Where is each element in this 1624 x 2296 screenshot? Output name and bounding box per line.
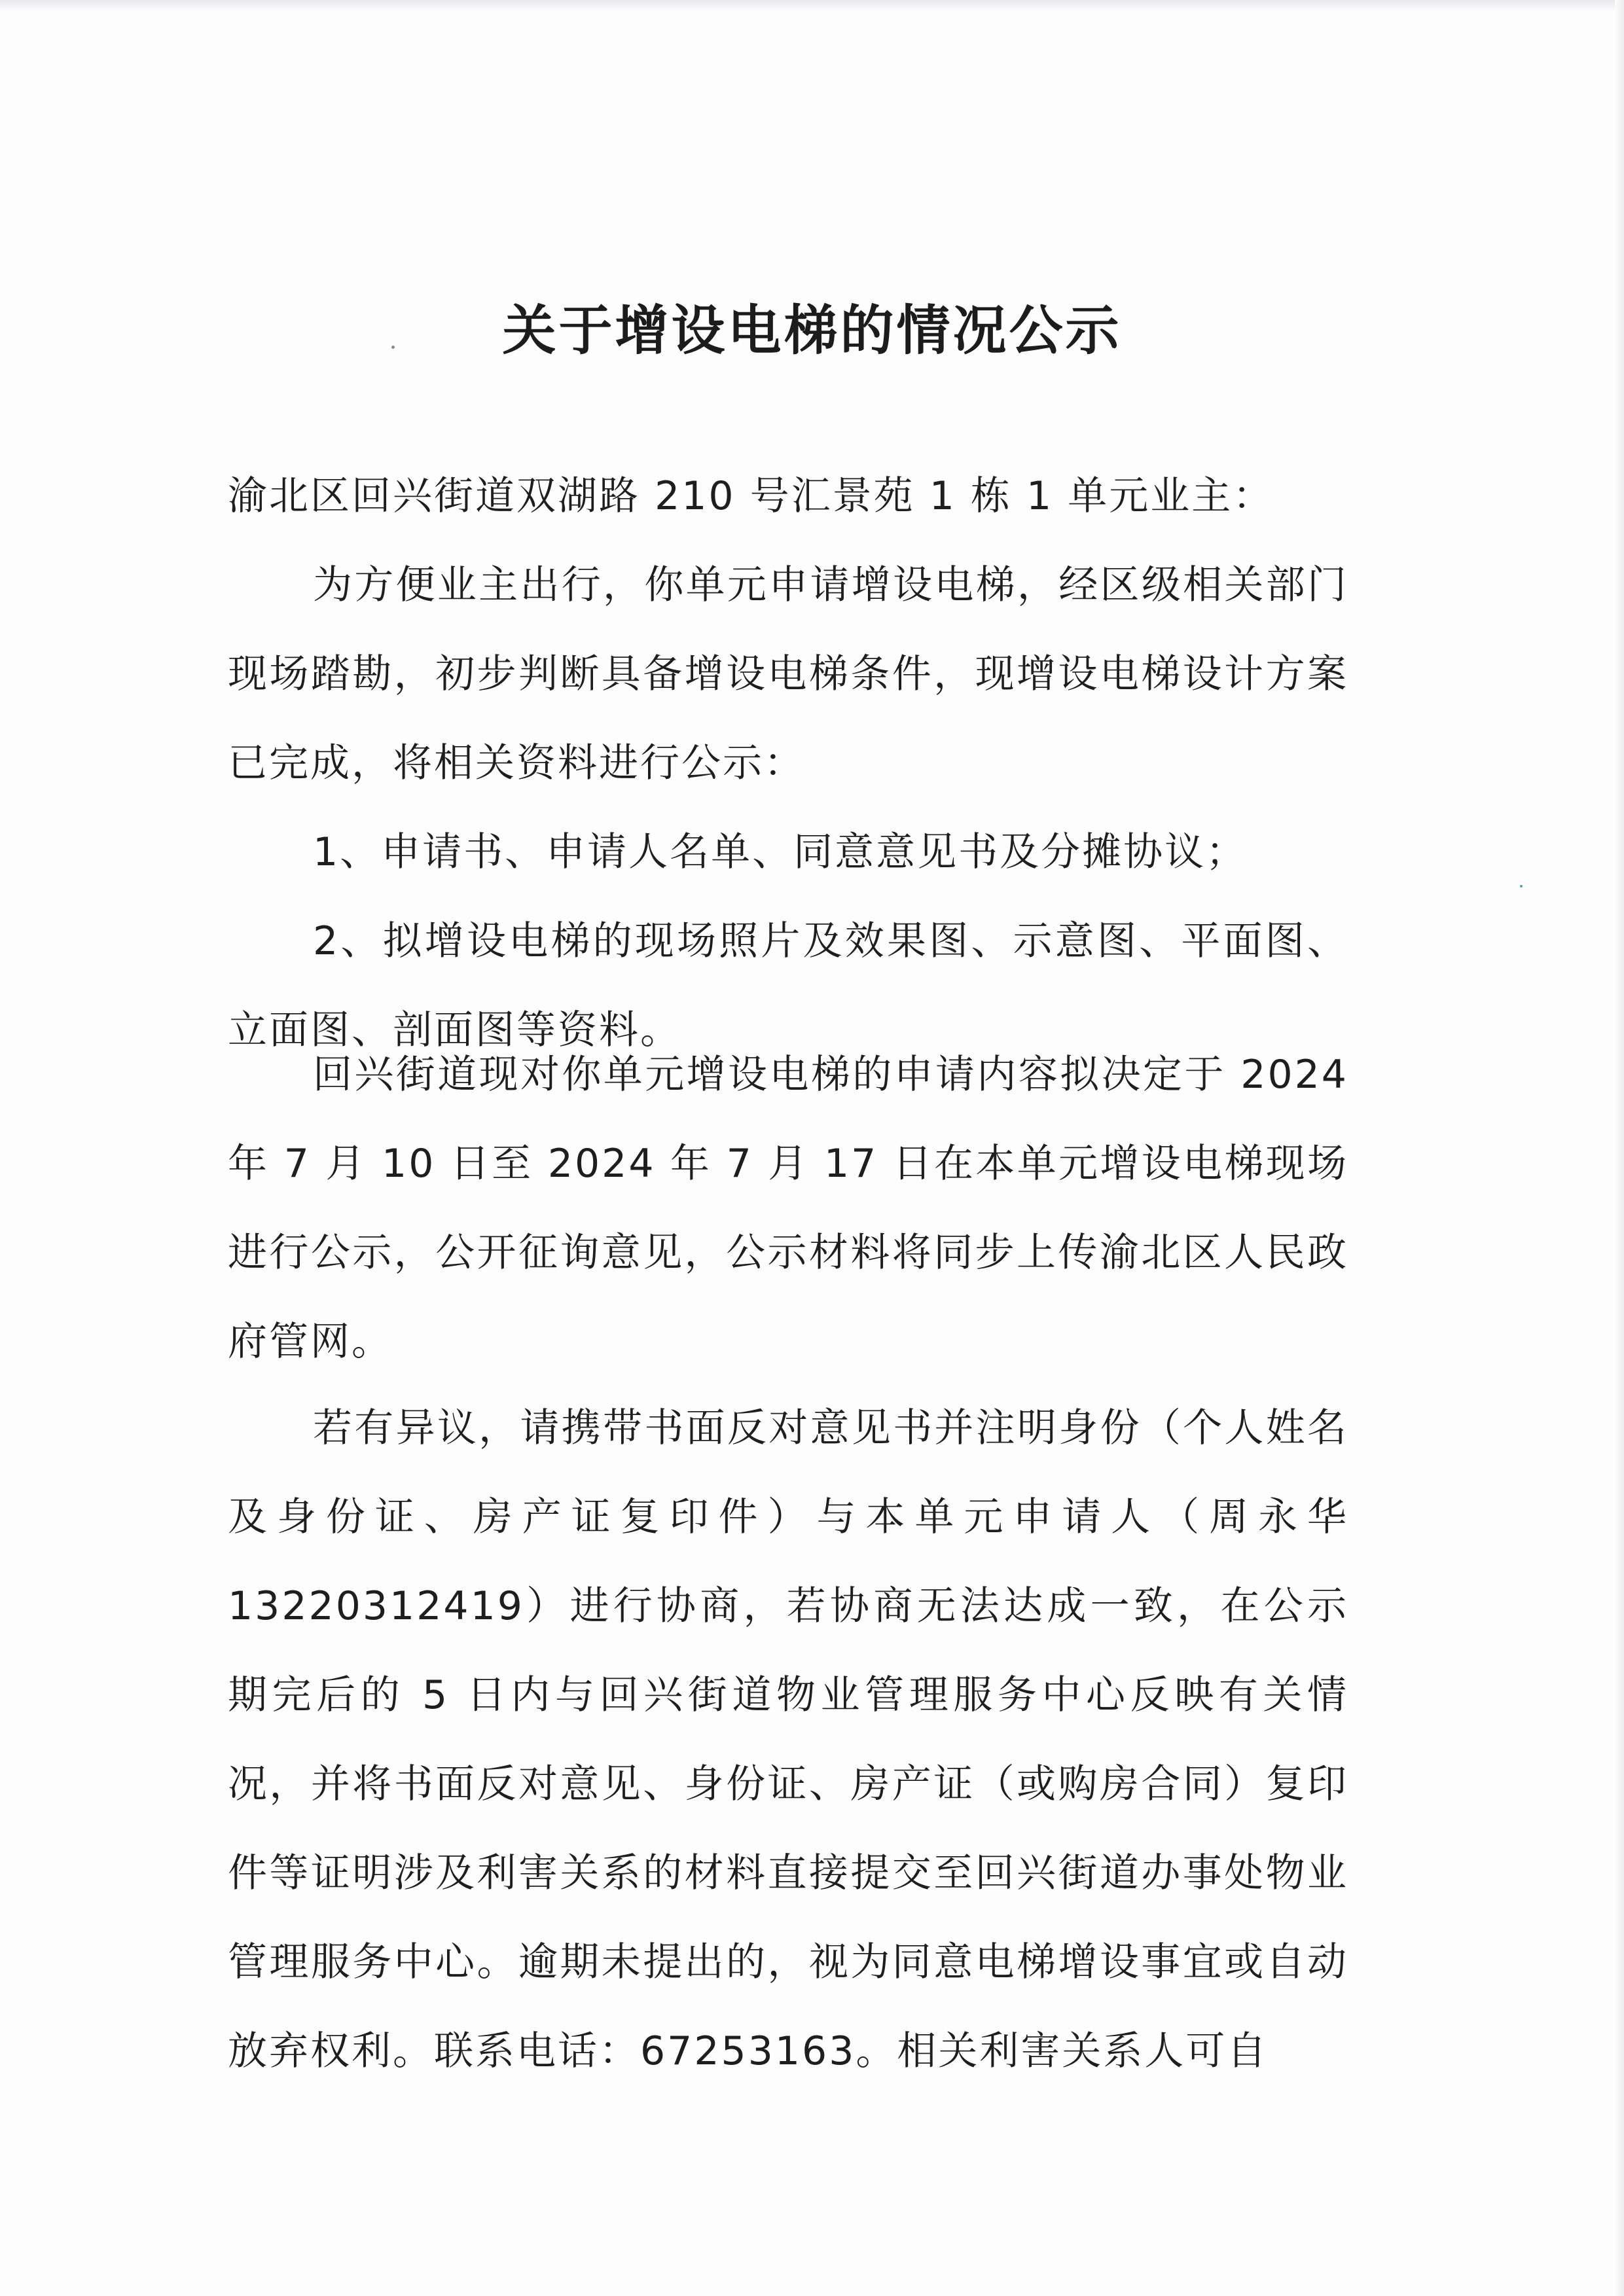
paragraph-notice-period: 回兴街道现对你单元增设电梯的申请内容拟决定于 2024 年 7 月 10 日至 2024 年 7 月 17 日在本单元增设电梯现场进行公示，公开征询意见，公示材料将同步上传渝北区人民政府管网。	[228, 1052, 1363, 1365]
salutation: 渝北区回兴街道双湖路 210 号汇景苑 1 栋 1 单元业主：	[228, 473, 1274, 519]
document-title: 关于增设电梯的情况公示	[502, 299, 1122, 362]
list-item-2: 2、拟增设电梯的现场照片及效果图、示意图、平面图、立面图、剖面图等资料。	[228, 918, 1348, 1053]
scan-speck	[1520, 885, 1523, 888]
paragraph-objection: 若有异议，请携带书面反对意见书并注明身份（个人姓名及身份证、房产证复印件）与本单元申请人（周永华 13220312419）进行协商，若协商无法达成一致，在公示期完后的 5 日内与回兴街道物业管理服务中心反映有关情况，并将书面反对意见、身份证、房产证（或购房合同）复印件等证明涉及利害关系的材料直接提交至回兴街道办事处物业管理服务中心。逾期未提出的，视为同意电梯增设事宜或自动放弃权利。联系电话：67253163。相关利害关系人可自	[228, 1405, 1363, 2074]
list-item-1: 1、申请书、申请人名单、同意意见书及分摊协议；	[313, 829, 1248, 875]
paragraph-intro: 为方便业主出行，你单元申请增设电梯，经区级相关部门现场踏勘，初步判断具备增设电梯条件，现增设电梯设计方案已完成，将相关资料进行公示：	[228, 562, 1348, 786]
scan-edge-top	[0, 0, 1624, 12]
